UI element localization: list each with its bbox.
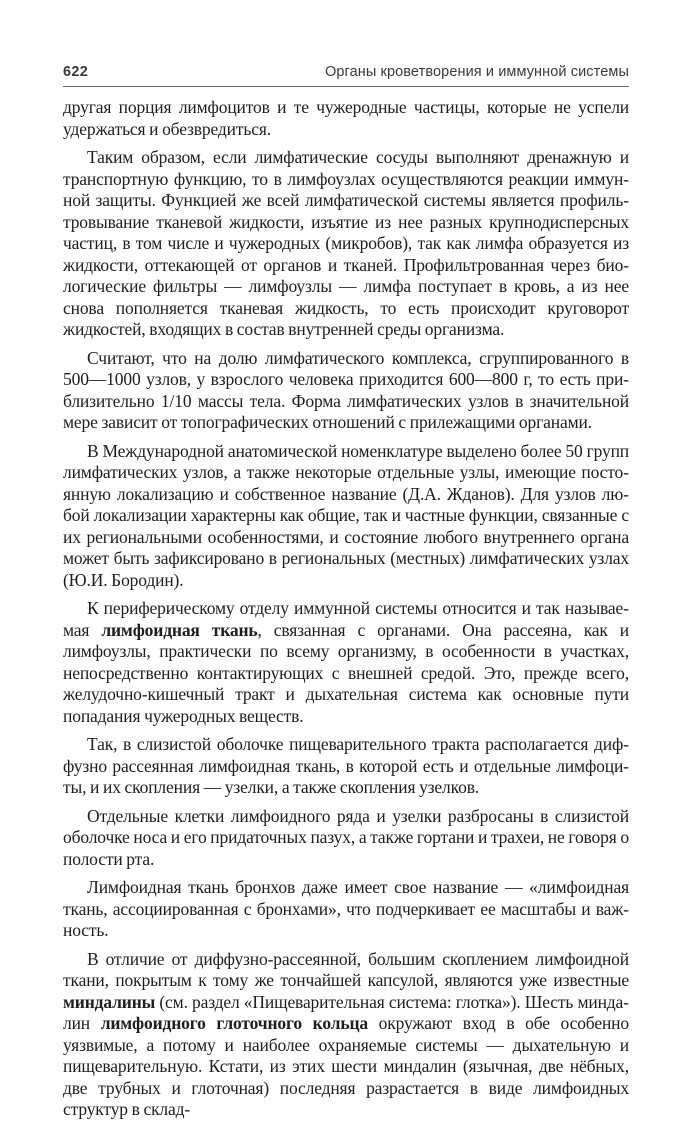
text-run: Так, в слизистой оболочке пищеварительного тракта располагается диффузно рассеянная лимфоидная ткань, в которой есть и отдельные лимфоциты, и их скопления — узелки, а также скопления узелков.	[63, 734, 629, 797]
text-run: окружают вход в обе особенно уязвимые, а потому и наиболее охраняемые системы — дыхательную и пищеварительную. Кстати, из этих шести миндалин (язычная, две нёбных, две трубных и глоточная) последняя разрастается в виде лимфоидных структур в склад-	[63, 1013, 629, 1119]
paragraph	[63, 877, 629, 942]
text-run: другая порция лимфоцитов и те чужеродные частицы, которые не успели удержаться и обезвредиться.	[63, 97, 629, 139]
section-title: Органы кроветворения и иммунной системы	[324, 64, 629, 80]
bold-term: лимфоидного глоточного кольца	[100, 1013, 368, 1033]
text-run: Таким образом, если лимфатические сосуды выполняют дренажную и транспортную функцию, то в лимфоузлах осуществляются реакции иммунной защиты. Функцией же всей лимфатической системы является профильтровывание тканевой жидкости, изъятие из нее разных крупнодисперсных частиц, в том числе и чужеродных (микробов), так как лимфа образуется из жидкости, оттекающей от органов и тканей. Профильтрованная через биологические фильтры — лимфоузлы — лимфа поступает в кровь, а из нее снова пополняется тканевая жидкость, то есть происходит круговорот жидкостей, входящих в состав внутренней среды организма.	[63, 147, 629, 339]
paragraph	[63, 806, 629, 871]
paragraph	[63, 97, 629, 140]
book-page	[63, 64, 629, 1128]
paragraph	[63, 441, 629, 592]
running-header	[63, 64, 629, 87]
text-run: Считают, что на долю лимфатического комплекса, сгруппированного в 500—1000 узлов, у взрослого человека приходится 600—800 г, то есть приблизительно 1/10 массы тела. Форма лимфатических узлов в значительной мере зависит от топографических отношений с прилежащими органами.	[63, 347, 629, 432]
text-run: В Международной анатомической номенклатуре выделено более 50 групп лимфатических узлов, а также некоторые отдельные узлы, имеющие постоянную локализацию и собственное название (Д.А. Жданов). Для узлов любой локализации характерны как общие, так и частные функции, связанные с их региональными особенностями, и состояние любого внутреннего органа может быть зафиксировано в региональных (местных) лимфатических узлах (Ю.И. Бородин).	[63, 440, 629, 590]
paragraph	[63, 598, 629, 727]
body-text	[63, 97, 629, 1121]
paragraph	[63, 949, 629, 1121]
page-number: 622	[63, 64, 89, 80]
bold-term: миндалины	[63, 991, 156, 1012]
text-run: Лимфоидная ткань бронхов даже имеет свое название — «лимфоидная ткань, ассоциированная с бронхами», что подчеркивает ее масштабы и важность.	[63, 877, 629, 940]
paragraph	[63, 147, 629, 341]
paragraph	[63, 734, 629, 799]
text-run: В отличие от диффузно-рассеянной, большим скоплением лимфоидной ткани, покрытым к тому же тончайшей капсулой, являются уже известные	[63, 948, 629, 990]
text-run: , связанная с органами. Она рассеяна, как и лимфоузлы, практически по всему организму, в особенности в участках, непосредственно контактирующих с внешней средой. Это, прежде всего, желудочно-кишечный тракт и дыхательная система как основные пути попадания чужеродных веществ.	[63, 619, 629, 726]
bold-term: лимфоидная ткань	[101, 619, 258, 640]
text-run: (см. раздел «Пищеварительная система: глотка»). Шесть миндалин	[63, 991, 629, 1033]
text-run: Отдельные клетки лимфоидного ряда и узелки разбросаны в слизистой оболочке носа и его придаточных пазух, а также гортани и трахеи, не говоря о полости рта.	[63, 805, 629, 869]
text-run: К периферическому отделу иммунной системы относится и так называемая	[63, 598, 629, 640]
paragraph	[63, 348, 629, 434]
